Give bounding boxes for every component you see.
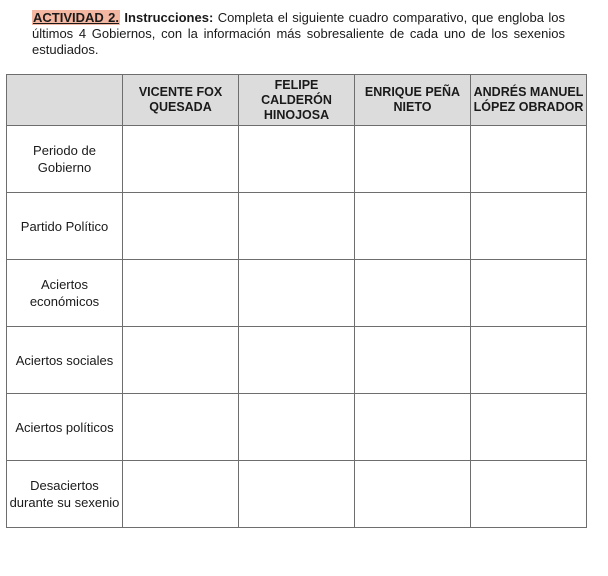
column-header-lopez-obrador: ANDRÉS MANUEL LÓPEZ OBRADOR — [471, 75, 587, 126]
answer-cell[interactable] — [355, 461, 471, 528]
table-row — [7, 327, 587, 394]
answer-cell[interactable] — [355, 394, 471, 461]
answer-cell[interactable] — [239, 327, 355, 394]
instructions-body: Completa el siguiente cuadro comparativo, que engloba los últimos 4 Gobiernos, con la información más sobresaliente de cada uno de los sexenios estudiados. — [32, 10, 565, 57]
corner-header-cell — [7, 75, 123, 126]
instructions-label: Instrucciones: — [124, 10, 214, 25]
answer-cell[interactable] — [239, 260, 355, 327]
answer-cell[interactable] — [123, 193, 239, 260]
answer-cell[interactable] — [471, 461, 587, 528]
answer-cell[interactable] — [355, 260, 471, 327]
row-label-desaciertos: Desaciertos durante su sexenio — [7, 461, 123, 528]
column-header-pena-nieto: ENRIQUE PEÑA NIETO — [355, 75, 471, 126]
table-row — [7, 394, 587, 461]
comparative-table — [6, 74, 587, 528]
activity-label: ACTIVIDAD 2. — [33, 10, 120, 25]
column-header-fox: VICENTE FOX QUESADA — [123, 75, 239, 126]
table-row — [7, 126, 587, 193]
answer-cell[interactable] — [239, 394, 355, 461]
row-label-aciertos-sociales: Aciertos sociales — [7, 327, 123, 394]
answer-cell[interactable] — [471, 126, 587, 193]
activity-instructions — [32, 10, 565, 58]
answer-cell[interactable] — [355, 193, 471, 260]
answer-cell[interactable] — [123, 394, 239, 461]
row-label-partido: Partido Político — [7, 193, 123, 260]
answer-cell[interactable] — [471, 260, 587, 327]
answer-cell[interactable] — [239, 461, 355, 528]
answer-cell[interactable] — [239, 126, 355, 193]
column-header-calderon: FELIPE CALDERÓN HINOJOSA — [239, 75, 355, 126]
row-label-aciertos-politicos: Aciertos políticos — [7, 394, 123, 461]
table-header-row — [7, 75, 587, 126]
answer-cell[interactable] — [471, 193, 587, 260]
answer-cell[interactable] — [123, 461, 239, 528]
table-row — [7, 260, 587, 327]
answer-cell[interactable] — [355, 126, 471, 193]
answer-cell[interactable] — [471, 394, 587, 461]
answer-cell[interactable] — [355, 327, 471, 394]
answer-cell[interactable] — [123, 126, 239, 193]
table-row — [7, 193, 587, 260]
row-label-periodo: Periodo de Gobierno — [7, 126, 123, 193]
table-row — [7, 461, 587, 528]
answer-cell[interactable] — [239, 193, 355, 260]
answer-cell[interactable] — [471, 327, 587, 394]
row-label-aciertos-economicos: Aciertos económicos — [7, 260, 123, 327]
answer-cell[interactable] — [123, 260, 239, 327]
answer-cell[interactable] — [123, 327, 239, 394]
